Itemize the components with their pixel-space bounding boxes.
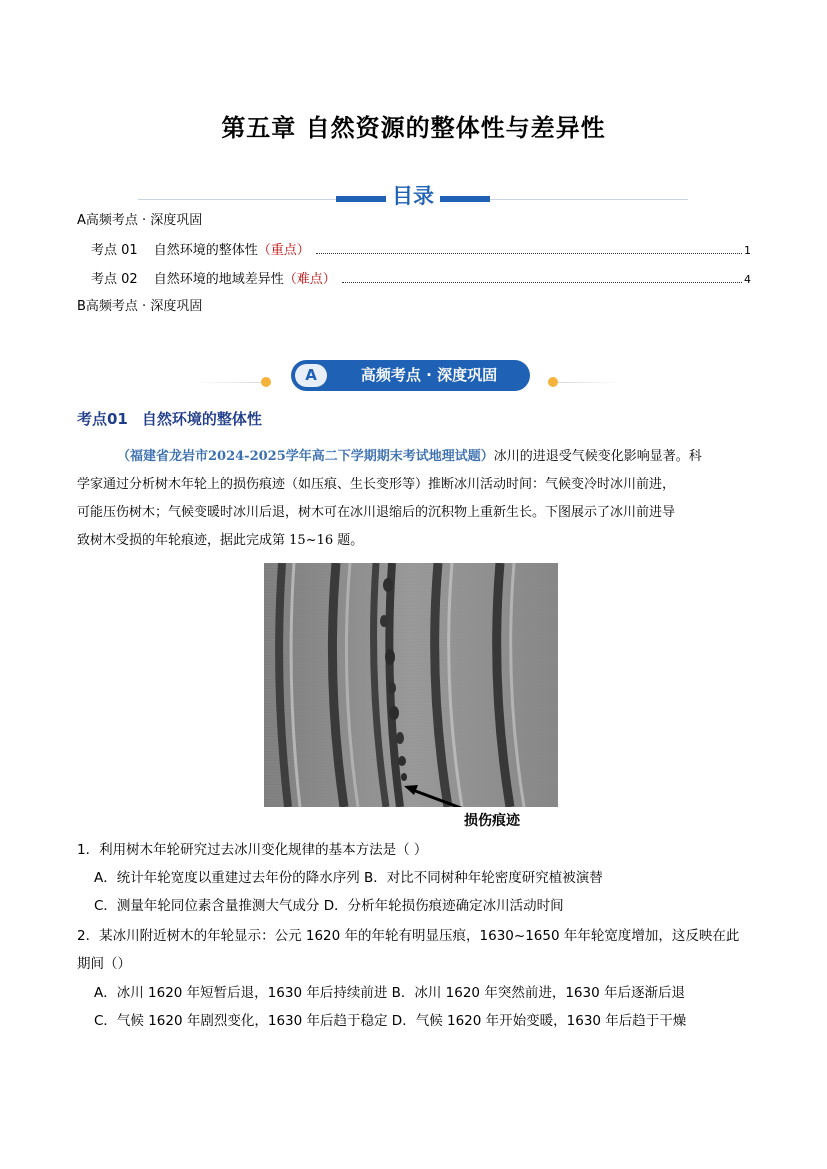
toc-section-a[interactable]: A高频考点 · 深度巩固 <box>77 213 203 228</box>
kaodian-title <box>77 408 262 429</box>
question-1-options-ab[interactable]: A．统计年轮宽度以重建过去年份的降水序列 B．对比不同树种年轮密度研究植被演替 <box>94 870 603 886</box>
toc-entry-tag: （重点） <box>257 243 310 258</box>
toc-entry-num: 考点 01 <box>91 243 138 258</box>
toc-entry-num: 考点 02 <box>91 272 138 287</box>
banner-line-left <box>196 382 266 383</box>
toc-leader-dots <box>342 281 742 283</box>
passage-line-1 <box>77 443 757 471</box>
toc-bar-right <box>436 196 490 202</box>
question-2-options-ab[interactable]: A．冰川 1620 年短暂后退，1630 年后持续前进 B．冰川 1620 年突然前进，1630 年后逐渐后退 <box>94 985 685 1001</box>
kaodian-name: 自然环境的整体性 <box>141 410 262 428</box>
passage-line-3: 可能压伤树木；气候变暖时冰川后退，树木可在冰川退缩后的沉积物上重新生长。下图展示了冰川前进导 <box>77 505 676 520</box>
question-2-options-cd[interactable]: C．气候 1620 年剧烈变化，1630 年后趋于稳定 D．气候 1620 年开始变暖，1630 年后趋于干燥 <box>94 1013 687 1029</box>
chapter-title: 第五章 自然资源的整体性与差异性 <box>221 114 606 142</box>
toc-leader-dots <box>316 252 742 254</box>
toc-entry-1[interactable] <box>91 242 751 260</box>
question-2-stem-line1: 2．某冰川附近树木的年轮显示：公元 1620 年的年轮有明显压痕，1630~1650 年年轮宽度增加，这反映在此 <box>77 928 740 944</box>
toc-title: 目录 <box>386 180 440 210</box>
toc-entry-2[interactable] <box>91 271 751 289</box>
toc-entry-page: 1 <box>744 244 751 257</box>
tree-ring-photo <box>264 563 558 807</box>
toc-bar-left <box>336 196 390 202</box>
toc-section-b[interactable]: B高频考点 · 深度巩固 <box>77 299 203 314</box>
banner-dot-right <box>548 377 558 387</box>
passage-line-2: 学家通过分析树木年轮上的损伤痕迹（如压痕、生长变形等）推断冰川活动时间：气候变冷时冰川前进， <box>77 477 676 492</box>
toc-entry-text: 自然环境的整体性 <box>153 243 258 258</box>
banner-text: 高频考点 · 深度巩固 <box>360 366 498 384</box>
banner-letter: A <box>295 364 327 387</box>
question-1-options-cd[interactable]: C．测量年轮同位素含量推测大气成分 D．分析年轮损伤痕迹确定冰川活动时间 <box>94 898 564 914</box>
banner-line-right <box>558 382 620 383</box>
banner-dot-left <box>261 377 271 387</box>
passage-line-4: 致树木受损的年轮痕迹，据此完成第 15~16 题。 <box>77 533 364 548</box>
passage <box>77 443 757 555</box>
passage-text-1: 冰川的进退受气候变化影响显著。科 <box>493 449 702 464</box>
toc-entry-tag: （难点） <box>283 272 336 287</box>
passage-source: （福建省龙岩市2024-2025学年高二下学期期末考试地理试题） <box>117 449 494 464</box>
question-2-stem-line2: 期间（） <box>77 956 131 972</box>
figure-caption: 损伤痕迹 <box>464 813 520 829</box>
toc-entry-text: 自然环境的地域差异性 <box>153 272 284 287</box>
toc-entry-page: 4 <box>744 273 751 286</box>
question-1-stem: 1．利用树木年轮研究过去冰川变化规律的基本方法是（ ） <box>77 842 428 858</box>
kaodian-label: 考点01 <box>77 410 128 428</box>
